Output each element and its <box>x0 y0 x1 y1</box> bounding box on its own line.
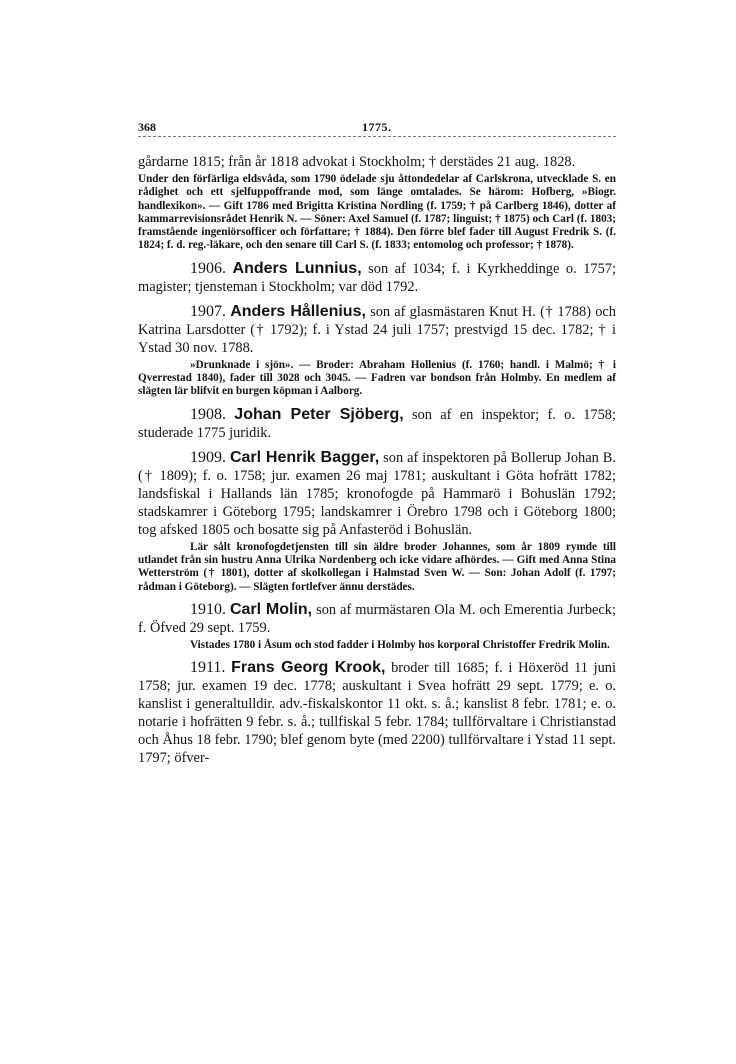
entry-text: son af 1034; f. i Kyrkheddinge o. 1757; magister; tjensteman i Stockholm; var död 1792. <box>138 260 616 295</box>
entry-note: Vistades 1780 i Åsum och stod fadder i Holmby hos korporal Christoffer Fredrik Molin. <box>190 638 610 651</box>
entry-note: Lär sålt kronofogdetjensten till sin äldre broder Johannes, som år 1809 rymde till utlandet från sin hustru Anna Ulrika Nordenberg och icke vidare afhördes. — Gift med Anna Stina Wetterström († 1801), dotter af skolkollegan i Halmstad Sven W. — Son: Johan Adolf (f. 1797; rådman i Göteborg). — Slägten fortlefver ännu derstädes. <box>138 540 616 593</box>
entry-1908 <box>138 406 616 442</box>
entry-number: 1910. <box>190 600 226 618</box>
entry-number: 1906. <box>190 259 226 277</box>
intro-note: Under den förfärliga eldsvåda, som 1790 ödelade sju åttondedelar af Carlskrona, utvecklade S. en rådighet och ett sjelfuppoffrande mod, som länge omtalades. Se härom: Hofberg, »Biogr. handlexikon». — Gift 1786 med Brigitta Kristina Nordling (f. 1759; † på Carlberg 1846), dotter af kammarrevisionsrådet Henrik N. — Söner: Axel Samuel (f. 1787; linguist; † 1875) och Carl (f. 1803; framstående ingeniörsofficer och författare; † 1884). Den förre blef fader till August Fredrik S. (f. 1824; f. d. reg.-läkare, och den senare till Carl S. (f. 1833; entomolog och professor; † 1878). <box>138 173 616 252</box>
entry-1906 <box>138 260 616 296</box>
entry-number: 1909. <box>190 448 226 466</box>
entry-name: Johan Peter Sjöberg, <box>234 405 404 423</box>
entry-text: son af murmästaren Ola M. och Emerentia Jurbeck; f. Öfved 29 sept. 1759. <box>138 601 616 636</box>
entry-name: Frans Georg Krook, <box>231 659 386 677</box>
entry-name: Anders Hållenius, <box>230 302 366 320</box>
entry-number: 1907. <box>190 302 226 320</box>
page-number: 368 <box>138 120 156 134</box>
entry-name: Anders Lunnius, <box>232 259 362 277</box>
entry-1910 <box>138 601 616 652</box>
entry-name: Carl Molin, <box>229 600 313 618</box>
running-header <box>138 118 616 137</box>
entry-text: son af glasmästaren Knut H. († 1788) och Katrina Larsdotter († 1792); f. i Ystad 24 juli 1757; prestvigd 15 dec. 1782; † i Ystad 30 nov. 1788. <box>138 303 616 356</box>
entry-1909 <box>138 449 616 594</box>
entry-name: Carl Henrik Bagger, <box>229 448 380 466</box>
entry-number: 1911. <box>190 659 226 677</box>
intro-text: gårdarne 1815; från år 1818 advokat i Stockholm; † derstädes 21 aug. 1828. <box>138 154 576 170</box>
entry-text: son af en inspektor; f. o. 1758; studerade 1775 juridik. <box>138 406 616 441</box>
entry-1907 <box>138 303 616 399</box>
header-year: 1775. <box>362 120 392 134</box>
page <box>138 118 616 767</box>
entry-text: son af inspektoren på Bollerup Johan B. († 1809); f. o. 1758; jur. examen 26 maj 1781; auskultant i Göta hofrätt 1782; landsfiskal i Hallands län 1785; kronofogde på Hammarö i Bohuslän 1792; stadskamrer i Göteborg 1795; landskamrer i Örebro 1798 och i Göteborg 1800; tog afsked 1805 och bosatte sig på Anfasteröd i Bohuslän. <box>138 449 616 538</box>
entry-1911 <box>138 659 616 767</box>
entry-note: »Drunknade i sjön». — Broder: Abraham Hollenius (f. 1760; handl. i Malmö; † i Qverrestad 1840), fader till 3028 och 3045. — Fadren var bondson från Holmby. En medlem af slägten lär blifvit en burgen köpman i Aalborg. <box>138 358 616 398</box>
entry-text: broder till 1685; f. i Höxeröd 11 juni 1758; jur. examen 19 dec. 1778; auskultant i Svea hofrätt 29 sept. 1779; e. o. kanslist i generaltulldir. adv.-fiskalskontor 11 okt. s. å.; kanslist 8 febr. 1781; e. o. notarie i hofrätten 9 febr. s. å.; tullfiskal 5 febr. 1784; tullförvaltare i Christianstad och Åhus 18 febr. 1790; blef genom byte (med 2200) tullförvaltare i Ystad 11 sept. 1797; öfver- <box>138 660 616 767</box>
entry-number: 1908. <box>190 405 226 423</box>
